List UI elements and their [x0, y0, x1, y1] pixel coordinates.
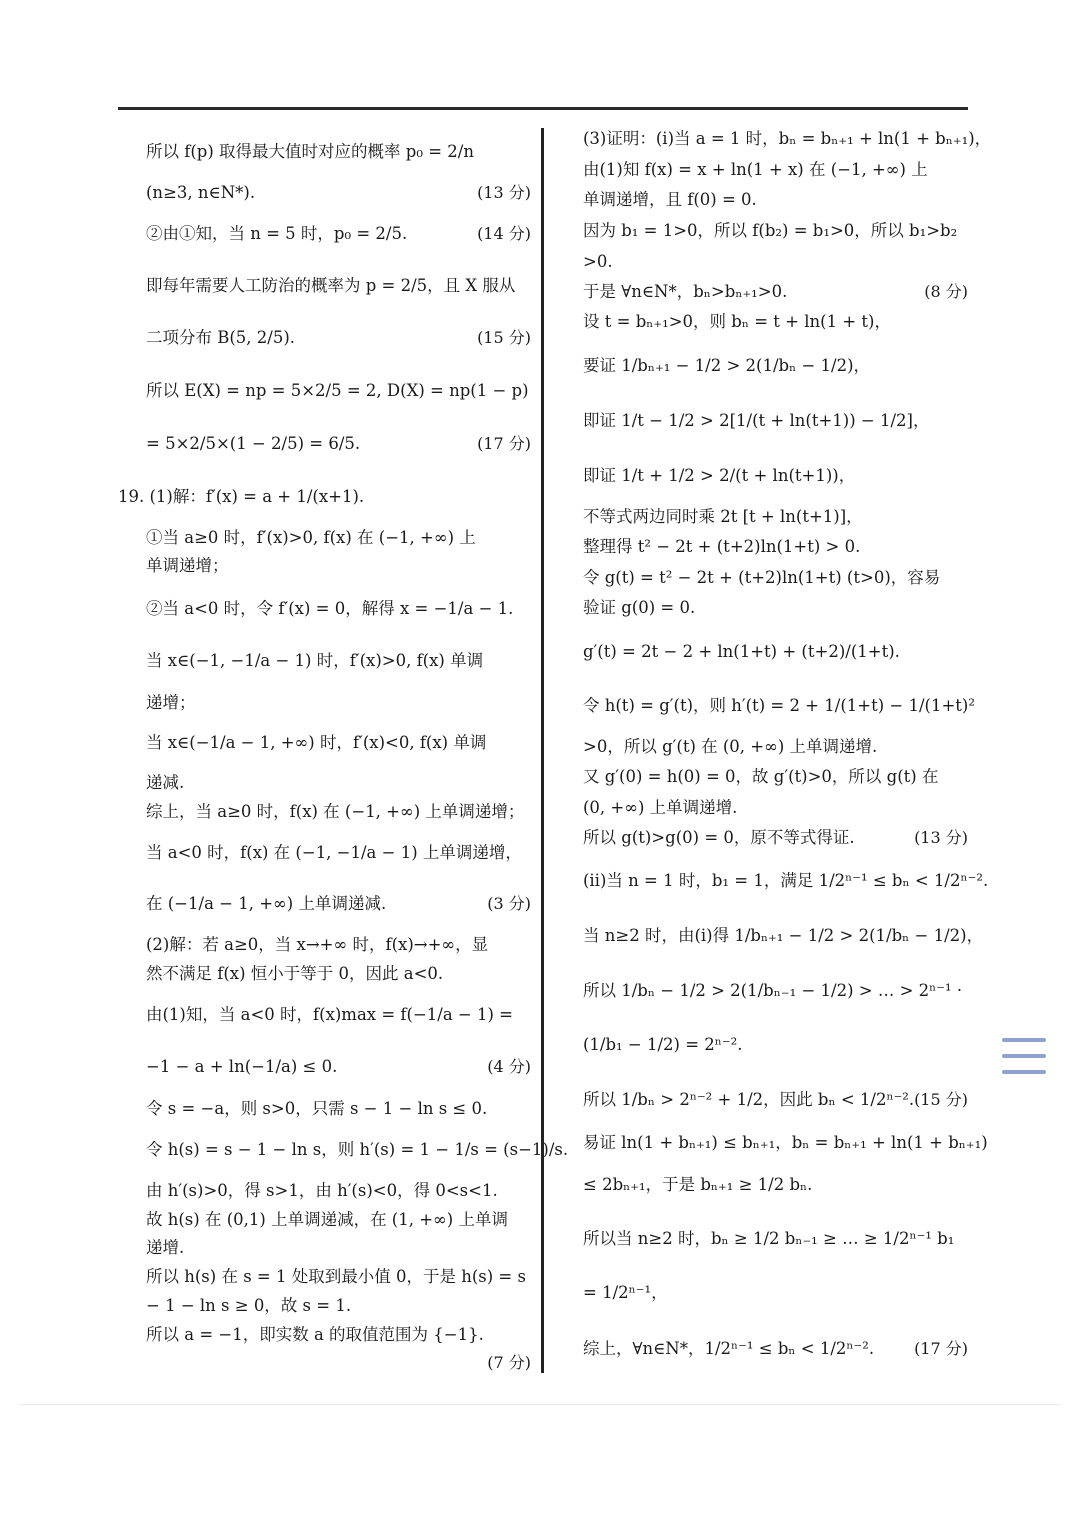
text-line: 递增.	[146, 1238, 185, 1257]
text-line: 因为 b₁ = 1>0，所以 f(b₂) = b₁>0，所以 b₁>b₂	[583, 221, 958, 240]
score-mark: (7 分)	[487, 1353, 531, 1372]
text-line: 于是 ∀n∈N*，bₙ>bₙ₊₁>0.	[583, 282, 788, 301]
text-line: 在 (−1/a − 1, +∞) 上单调递减.	[146, 894, 387, 913]
score-mark: (15 分)	[914, 1090, 968, 1109]
text-line: 递增；	[146, 693, 196, 712]
text-line: 由(1)知，当 a<0 时，f(x)max = f(−1/a − 1) =	[146, 1005, 513, 1024]
menu-bar	[1002, 1054, 1046, 1058]
text-line: >0，所以 g′(t) 在 (0, +∞) 上单调递增.	[583, 737, 878, 756]
score-mark: (13 分)	[914, 828, 968, 847]
text-line: (ⅱ)当 n = 1 时，b₁ = 1，满足 1/2ⁿ⁻¹ ≤ bₙ < 1/2ⁿ⁻².	[583, 871, 989, 890]
menu-bar	[1002, 1070, 1046, 1074]
text-line: g′(t) = 2t − 2 + ln(1+t) + (t+2)/(1+t).	[583, 642, 900, 661]
text-line: 设 t = bₙ₊₁>0，则 bₙ = t + ln(1 + t)，	[583, 312, 891, 331]
text-line: −1 − a + ln(−1/a) ≤ 0.	[146, 1057, 338, 1076]
text-line: ②当 a<0 时，令 f′(x) = 0，解得 x = −1/a − 1.	[146, 599, 514, 618]
text-line: 即每年需要人工防治的概率为 p = 2/5，且 X 服从	[146, 276, 516, 295]
text-line: = 5×2/5×(1 − 2/5) = 6/5.	[146, 434, 361, 453]
text-line: 所以当 n≥2 时，bₙ ≥ 1/2 bₙ₋₁ ≥ … ≥ 1/2ⁿ⁻¹ b₁	[583, 1229, 955, 1248]
text-line: 要证 1/bₙ₊₁ − 1/2 > 2(1/bₙ − 1/2)，	[583, 356, 871, 375]
text-line: 令 h(s) = s − 1 − ln s，则 h′(s) = 1 − 1/s = (s−1)/s.	[146, 1140, 569, 1159]
text-line: 故 h(s) 在 (0,1) 上单调递减，在 (1, +∞) 上单调	[146, 1210, 508, 1229]
text-line: 令 s = −a，则 s>0，只需 s − 1 − ln s ≤ 0.	[146, 1099, 488, 1118]
text-line: 然不满足 f(x) 恒小于等于 0，因此 a<0.	[146, 964, 444, 983]
text-line: 验证 g(0) = 0.	[583, 598, 696, 617]
question-header: 19. (1)解：f′(x) = a + 1/(x+1).	[118, 487, 365, 506]
text-line: 综上，当 a≥0 时，f(x) 在 (−1, +∞) 上单调递增；	[146, 802, 525, 821]
text-line: ①当 a≥0 时，f′(x)>0, f(x) 在 (−1, +∞) 上	[146, 528, 476, 547]
text-line: (0, +∞) 上单调递增.	[583, 798, 738, 817]
top-rule	[118, 107, 968, 110]
text-line: 二项分布 B(5, 2/5).	[146, 328, 296, 347]
text-line: 当 n≥2 时，由(ⅰ)得 1/bₙ₊₁ − 1/2 > 2(1/bₙ − 1/2)，	[583, 926, 984, 945]
text-line: 由 h′(s)>0，得 s>1，由 h′(s)<0，得 0<s<1.	[146, 1181, 498, 1200]
text-line: 当 x∈(−1, −1/a − 1) 时，f′(x)>0, f(x) 单调	[146, 651, 484, 670]
score-mark: (15 分)	[477, 328, 531, 347]
hamburger-menu-icon[interactable]	[1002, 1036, 1046, 1076]
text-line: (2)解：若 a≥0，当 x→+∞ 时，f(x)→+∞，显	[146, 935, 489, 954]
score-mark: (17 分)	[477, 434, 531, 453]
text-line: 又 g′(0) = h(0) = 0，故 g′(t)>0，所以 g(t) 在	[583, 767, 939, 786]
text-line: 易证 ln(1 + bₙ₊₁) ≤ bₙ₊₁，bₙ = bₙ₊₁ + ln(1 + bₙ₊₁)	[583, 1133, 988, 1152]
text-line: 单调递增，且 f(0) = 0.	[583, 190, 757, 209]
text-line: 所以 E(X) = np = 5×2/5 = 2, D(X) = np(1 − p)	[146, 381, 529, 400]
score-mark: (8 分)	[924, 282, 968, 301]
text-line: 递减.	[146, 773, 185, 792]
text-line: 不等式两边同时乘 2t [t + ln(t+1)]，	[583, 507, 863, 526]
text-line: (n≥3, n∈N*).	[146, 183, 256, 202]
text-line: 所以 1/bₙ − 1/2 > 2(1/bₙ₋₁ − 1/2) > … > 2ⁿ⁻¹ ·	[583, 981, 963, 1000]
text-line: 所以 g(t)>g(0) = 0，原不等式得证.	[583, 828, 855, 847]
text-line: (3)证明：(ⅰ)当 a = 1 时，bₙ = bₙ₊₁ + ln(1 + bₙ₊₁)，	[583, 129, 992, 148]
text-line: 当 a<0 时，f(x) 在 (−1, −1/a − 1) 上单调递增，	[146, 843, 522, 862]
text-line: 所以 h(s) 在 s = 1 处取到最小值 0，于是 h(s) = s	[146, 1267, 526, 1286]
text-line: 综上，∀n∈N*，1/2ⁿ⁻¹ ≤ bₙ < 1/2ⁿ⁻².	[583, 1339, 875, 1358]
score-mark: (4 分)	[487, 1057, 531, 1076]
menu-bar	[1002, 1038, 1046, 1042]
column-divider	[541, 128, 544, 1373]
text-line: 整理得 t² − 2t + (t+2)ln(1+t) > 0.	[583, 537, 861, 556]
score-mark: (3 分)	[487, 894, 531, 913]
score-mark: (17 分)	[914, 1339, 968, 1358]
text-line: 即证 1/t + 1/2 > 2/(t + ln(t+1))，	[583, 466, 856, 485]
text-line: 令 g(t) = t² − 2t + (t+2)ln(1+t) (t>0)，容易	[583, 568, 941, 587]
text-line: − 1 − ln s ≥ 0，故 s = 1.	[146, 1296, 352, 1315]
text-line: 所以 a = −1，即实数 a 的取值范围为 {−1}.	[146, 1325, 484, 1344]
text-line: (1/b₁ − 1/2) = 2ⁿ⁻².	[583, 1035, 743, 1054]
text-line: ②由①知，当 n = 5 时，p₀ = 2/5.	[146, 224, 408, 243]
text-line: >0.	[583, 252, 613, 271]
text-line: ≤ 2bₙ₊₁，于是 bₙ₊₁ ≥ 1/2 bₙ.	[583, 1175, 813, 1194]
page-bottom-edge	[20, 1404, 1060, 1405]
text-line: = 1/2ⁿ⁻¹，	[583, 1283, 668, 1302]
text-line: 由(1)知 f(x) = x + ln(1 + x) 在 (−1, +∞) 上	[583, 160, 928, 179]
text-line: 令 h(t) = g′(t)，则 h′(t) = 2 + 1/(1+t) − 1/(1+t)²	[583, 696, 975, 715]
text-line: 单调递增；	[146, 556, 229, 575]
text-line: 即证 1/t − 1/2 > 2[1/(t + ln(t+1)) − 1/2]，	[583, 411, 930, 430]
text-line: 所以 1/bₙ > 2ⁿ⁻² + 1/2，因此 bₙ < 1/2ⁿ⁻².	[583, 1090, 915, 1109]
text-line: 当 x∈(−1/a − 1, +∞) 时，f′(x)<0, f(x) 单调	[146, 733, 487, 752]
score-mark: (14 分)	[477, 224, 531, 243]
score-mark: (13 分)	[477, 183, 531, 202]
text-line: 所以 f(p) 取得最大值时对应的概率 p₀ = 2/n	[146, 142, 474, 161]
